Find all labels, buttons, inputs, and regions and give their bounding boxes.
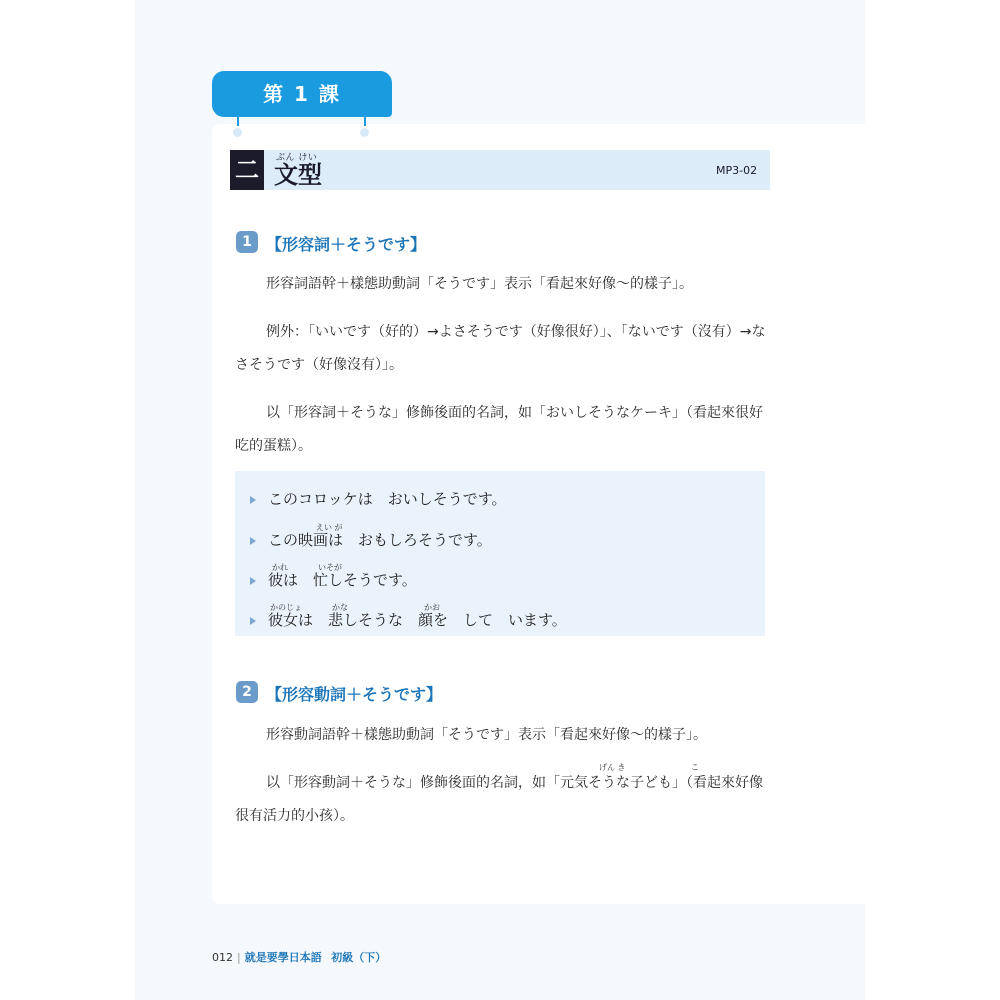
bullet-arrow-icon [250, 537, 256, 545]
section-title-ruby: ぶん けい [276, 153, 318, 163]
example-3-ruby-2: いそが [318, 563, 342, 572]
binder-dot-left [233, 105, 242, 114]
example-4-ruby: かのじょ [270, 603, 302, 612]
audio-track-label: MP3-02 [716, 164, 758, 177]
section-title: 文型 [274, 161, 322, 189]
point-1-paragraph-1: 形容詞語幹＋樣態助動詞「そうです」表示「看起來好像～的樣子」。 [266, 276, 693, 292]
point-2-number: 2 [236, 681, 258, 703]
point-1-paragraph-3: 以「形容詞＋そうな」修飾後面的名詞，如「おいしそうなケーキ」（看起來很好吃的蛋糕）。 [235, 405, 763, 454]
binder-dot-left-lower [233, 128, 242, 137]
point-2-ruby-ko: こ [691, 763, 699, 772]
binder-line-right [364, 114, 366, 126]
point-2-ruby-genki: げん き [599, 763, 626, 772]
example-1 [250, 488, 507, 509]
point-2-body [235, 719, 775, 833]
point-1-paragraph-2: 例外：「いいです（好的）→よさそうです（好像很好）」、「ないです（沒有）→なさそうです（好像沒有）」。 [235, 324, 766, 373]
example-1-text: このコロッケは おいしそうです。 [268, 490, 507, 508]
example-4 [250, 609, 567, 630]
binder-line-left [237, 114, 239, 126]
lesson-tab: 第 1 課 [212, 71, 392, 117]
example-3-text: 彼は 忙しそうです。 [268, 571, 417, 589]
example-2 [250, 529, 492, 550]
section-number: 二 [230, 150, 264, 190]
footer-divider: | [237, 951, 241, 964]
example-2-text: この映画は おもしろそうです。 [268, 531, 492, 549]
binder-dot-right [360, 105, 369, 114]
page-number: 012 [212, 951, 233, 964]
example-3-ruby: かれ [272, 563, 288, 572]
example-4-ruby-3: かお [424, 603, 440, 612]
point-1-title: 【形容詞＋そうです】 [266, 235, 427, 254]
book-title: 就是要學日本語 [244, 951, 322, 964]
binder-dot-right-lower [360, 128, 369, 137]
point-1-number: 1 [236, 231, 258, 253]
point-2-paragraph-1: 形容動詞語幹＋樣態助動詞「そうです」表示「看起來好像～的樣子」。 [266, 727, 707, 743]
example-2-ruby: えい が [316, 523, 343, 532]
example-3 [250, 569, 417, 590]
book-level: 初級（下） [331, 951, 387, 964]
bullet-arrow-icon [250, 617, 256, 625]
bullet-arrow-icon [250, 577, 256, 585]
page-footer [212, 949, 386, 965]
example-4-ruby-2: かな [332, 603, 348, 612]
example-4-text: 彼女は 悲しそうな 顔を して います。 [268, 611, 567, 629]
point-2-paragraph-2: 以「形容動詞＋そうな」修飾後面的名詞，如「元気そうな子ども」（看起來好像很有活力的小孩）。 [235, 775, 763, 824]
point-2-title: 【形容動詞＋そうです】 [266, 685, 443, 704]
bullet-arrow-icon [250, 496, 256, 504]
point-1-body [235, 268, 775, 463]
